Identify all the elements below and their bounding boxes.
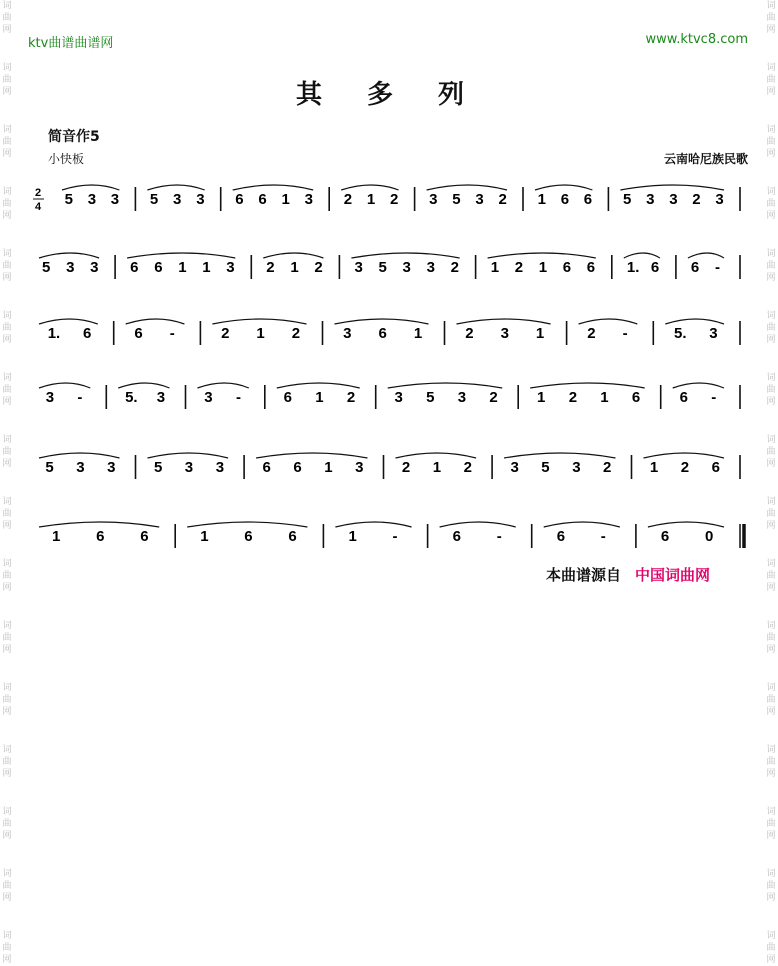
- slur: [39, 383, 90, 388]
- watermark-glyph: 曲: [766, 881, 776, 891]
- note: 1.: [626, 259, 640, 276]
- score-row: [62, 185, 740, 211]
- note: 6: [244, 528, 253, 545]
- note: 5: [378, 259, 387, 276]
- note: 5: [452, 191, 461, 208]
- slur: [187, 522, 307, 527]
- watermark-glyph: 曲: [2, 943, 12, 953]
- slur: [263, 253, 323, 258]
- note: 6: [631, 389, 641, 406]
- watermark-glyph: 曲: [766, 819, 776, 829]
- slur: [535, 185, 592, 190]
- watermark-glyph: 网: [766, 521, 776, 531]
- note: 1: [348, 528, 357, 545]
- watermark-glyph: 曲: [766, 137, 776, 147]
- note: 3: [429, 191, 438, 208]
- watermark-glyph: 词: [766, 869, 776, 879]
- watermark-glyph: 词: [2, 745, 12, 755]
- source-credit: [546, 564, 710, 585]
- note: 3: [475, 191, 484, 208]
- note: 5: [426, 389, 435, 406]
- watermark-glyph: 网: [766, 707, 776, 717]
- watermark-glyph: 词: [2, 807, 12, 817]
- score-row: [39, 522, 744, 548]
- note: 2: [314, 259, 323, 276]
- note: 6: [283, 389, 292, 406]
- watermark-glyph: 曲: [2, 571, 12, 581]
- watermark-glyph: 词: [766, 373, 776, 383]
- watermark-glyph: 网: [766, 645, 776, 655]
- slur: [457, 319, 551, 324]
- dash-note: -: [600, 528, 606, 545]
- note: 3: [715, 191, 724, 208]
- slur: [341, 185, 398, 190]
- watermark-glyph: 网: [2, 831, 12, 841]
- watermark-glyph: 网: [2, 149, 12, 159]
- note: 3: [646, 191, 655, 208]
- note: 1: [490, 259, 500, 276]
- watermark-glyph: 曲: [766, 633, 776, 643]
- note: 6: [690, 259, 700, 276]
- slur: [233, 185, 314, 190]
- note: 3: [173, 191, 182, 208]
- note: 6: [140, 528, 149, 545]
- slur: [126, 319, 185, 324]
- note: 1: [315, 389, 324, 406]
- note: 2: [680, 459, 690, 476]
- note: 6: [235, 191, 244, 208]
- note: 3: [184, 459, 194, 476]
- note: 3: [510, 459, 519, 476]
- note: 3: [87, 191, 97, 208]
- note: 3: [90, 259, 99, 276]
- dash-note: -: [622, 325, 628, 342]
- slur: [39, 319, 98, 324]
- note: 3: [343, 325, 352, 342]
- note: 2: [568, 389, 578, 406]
- watermark-glyph: 词: [2, 125, 12, 135]
- watermark-glyph: 网: [2, 521, 12, 531]
- note: 2: [346, 389, 356, 406]
- site-name-left: ktv曲谱曲谱网: [28, 36, 114, 51]
- note: 1: [290, 259, 299, 276]
- watermark-glyph: 网: [766, 583, 776, 593]
- score-row: [39, 319, 740, 345]
- watermark-glyph: 曲: [2, 13, 12, 23]
- watermark-glyph: 词: [2, 683, 12, 693]
- watermark-glyph: 曲: [2, 385, 12, 395]
- watermark-glyph: 词: [2, 497, 12, 507]
- note: 3: [709, 325, 718, 342]
- watermark-glyph: 曲: [2, 509, 12, 519]
- note: 1: [178, 259, 187, 276]
- note: 1: [52, 528, 61, 545]
- note: 5: [623, 191, 632, 208]
- slur: [624, 253, 660, 258]
- note: 1: [366, 191, 376, 208]
- watermark-glyph: 词: [766, 249, 776, 259]
- watermark-glyph: 曲: [766, 695, 776, 705]
- watermark-glyph: 网: [2, 273, 12, 283]
- slur: [504, 453, 615, 458]
- note: 3: [426, 259, 435, 276]
- note: 2: [401, 459, 411, 476]
- slur: [665, 319, 724, 324]
- note: 3: [304, 191, 313, 208]
- watermark-glyph: 词: [766, 621, 776, 631]
- site-url-right: www.ktvc8.com: [645, 32, 748, 47]
- note: 3: [669, 191, 678, 208]
- note: 1: [600, 389, 609, 406]
- slur: [396, 453, 477, 458]
- note: 6: [650, 259, 660, 276]
- watermark-glyph: 词: [2, 1, 12, 11]
- watermark-glyph: 网: [766, 397, 776, 407]
- note: 0: [705, 528, 714, 545]
- note: 6: [556, 528, 566, 545]
- note: 3: [156, 389, 166, 406]
- watermark-glyph: 网: [2, 707, 12, 717]
- slur: [688, 253, 724, 258]
- watermark-glyph: 网: [766, 25, 776, 35]
- time-signature: [33, 187, 44, 213]
- watermark-glyph: 网: [766, 273, 776, 283]
- watermark-glyph: 词: [766, 559, 776, 569]
- watermark-glyph: 词: [766, 931, 776, 941]
- watermark-glyph: 曲: [766, 757, 776, 767]
- source-site-link[interactable]: 中国词曲网: [635, 566, 711, 584]
- note: 1: [649, 459, 659, 476]
- watermark-glyph: 网: [2, 955, 12, 965]
- tempo-marking: 小快板: [48, 152, 85, 166]
- note: 5: [64, 191, 73, 208]
- note: 6: [660, 528, 670, 545]
- watermark-glyph: 词: [766, 497, 776, 507]
- key-signature: 简音作5: [48, 129, 100, 145]
- watermark-glyph: 曲: [766, 447, 776, 457]
- slur: [147, 185, 204, 190]
- slur: [118, 383, 169, 388]
- watermark-glyph: 网: [766, 335, 776, 345]
- note: 1: [256, 325, 265, 342]
- watermark-glyph: 网: [766, 149, 776, 159]
- watermark-glyph: 网: [766, 955, 776, 965]
- watermark-glyph: 曲: [2, 633, 12, 643]
- watermark-glyph: 曲: [2, 881, 12, 891]
- slur: [644, 453, 725, 458]
- note: 2: [603, 459, 612, 476]
- note: 3: [572, 459, 581, 476]
- watermark-glyph: 词: [766, 807, 776, 817]
- watermark-glyph: 曲: [766, 509, 776, 519]
- dash-note: -: [236, 389, 241, 406]
- note: 3: [196, 191, 205, 208]
- note: 1: [538, 259, 548, 276]
- note: 3: [500, 325, 509, 342]
- note: 6: [262, 459, 271, 476]
- watermark-glyph: 网: [2, 25, 12, 35]
- score-title: 其 多 列: [295, 80, 483, 110]
- watermark-glyph: 网: [2, 397, 12, 407]
- watermark-glyph: 网: [2, 645, 12, 655]
- note: 2: [266, 259, 275, 276]
- note: 1: [535, 325, 545, 342]
- note: 2: [587, 325, 596, 342]
- source-label: 本曲谱源自: [546, 566, 622, 584]
- watermark-glyph: 词: [2, 63, 12, 73]
- watermark-glyph: 曲: [2, 695, 12, 705]
- note: 1: [324, 459, 333, 476]
- slur: [620, 185, 724, 190]
- note: 6: [83, 325, 92, 342]
- slur: [148, 453, 229, 458]
- slur: [427, 185, 507, 190]
- note: 5.: [674, 325, 687, 342]
- watermark-glyph: 词: [766, 683, 776, 693]
- watermark-glyph: 曲: [766, 261, 776, 271]
- slur: [579, 319, 638, 324]
- slur: [335, 522, 411, 527]
- slur: [648, 522, 724, 527]
- watermark-glyph: 网: [766, 769, 776, 779]
- watermark-glyph: 网: [766, 211, 776, 221]
- note: 3: [66, 259, 75, 276]
- watermark-glyph: 曲: [2, 75, 12, 85]
- note: 1: [537, 389, 546, 406]
- slur: [127, 253, 235, 258]
- note: 2: [489, 389, 498, 406]
- score-row: [39, 253, 740, 279]
- watermark-glyph: 网: [2, 769, 12, 779]
- score-row: [39, 453, 740, 479]
- watermark-glyph: 网: [2, 893, 12, 903]
- note: 2: [514, 259, 524, 276]
- note: 2: [291, 325, 301, 342]
- watermark-glyph: 曲: [766, 943, 776, 953]
- note: 3: [107, 459, 116, 476]
- dash-note: -: [77, 389, 83, 406]
- watermark-glyph: 词: [2, 621, 12, 631]
- note: 1: [281, 191, 290, 208]
- watermark-glyph: 曲: [2, 199, 12, 209]
- time-signature-top: 2: [35, 187, 42, 199]
- watermark-glyph: 词: [766, 745, 776, 755]
- note: 1: [200, 528, 209, 545]
- watermark-glyph: 曲: [766, 385, 776, 395]
- note: 3: [402, 259, 411, 276]
- watermark-glyph: 曲: [2, 261, 12, 271]
- slur: [351, 253, 459, 258]
- note: 6: [679, 389, 688, 406]
- note: 3: [394, 389, 403, 406]
- note: 6: [452, 528, 461, 545]
- watermark-glyph: 词: [2, 869, 12, 879]
- watermark-glyph: 网: [2, 459, 12, 469]
- watermark-glyph: 词: [2, 559, 12, 569]
- slur: [277, 383, 360, 388]
- slur: [39, 522, 159, 527]
- watermark-glyph: 词: [766, 435, 776, 445]
- note: 6: [711, 459, 720, 476]
- note: 6: [586, 259, 596, 276]
- watermark-glyph: 曲: [766, 13, 776, 23]
- time-signature-bottom: 4: [35, 201, 42, 213]
- note: 3: [45, 389, 55, 406]
- watermark-glyph: 网: [766, 459, 776, 469]
- watermark-glyph: 曲: [766, 323, 776, 333]
- note: 5: [541, 459, 550, 476]
- note: 6: [378, 325, 387, 342]
- watermark-glyph: 网: [2, 583, 12, 593]
- watermark-glyph: 网: [766, 87, 776, 97]
- watermark-glyph: 网: [766, 831, 776, 841]
- note: 1: [537, 191, 546, 208]
- note: 5: [154, 459, 163, 476]
- slur: [39, 253, 99, 258]
- note: 5.: [125, 389, 138, 406]
- slur: [335, 319, 429, 324]
- note: 3: [354, 259, 363, 276]
- watermark-glyph: 曲: [2, 447, 12, 457]
- note: 1: [202, 259, 211, 276]
- note: 3: [204, 389, 213, 406]
- slur: [440, 522, 516, 527]
- note: 2: [450, 259, 459, 276]
- note: 6: [130, 259, 139, 276]
- note: 1.: [47, 325, 61, 342]
- note: 6: [288, 528, 297, 545]
- dash-note: -: [496, 528, 502, 545]
- slur: [388, 383, 503, 388]
- watermark-glyph: 词: [766, 311, 776, 321]
- note: 3: [457, 389, 467, 406]
- dash-note: -: [715, 259, 720, 276]
- note: 2: [343, 191, 353, 208]
- watermark-glyph: 词: [766, 125, 776, 135]
- watermark-glyph: 词: [2, 311, 12, 321]
- watermark-glyph: 词: [2, 249, 12, 259]
- watermark-glyph: 曲: [2, 137, 12, 147]
- slur: [544, 522, 620, 527]
- note: 1: [432, 459, 442, 476]
- note: 5: [45, 459, 54, 476]
- note: 6: [562, 259, 572, 276]
- note: 6: [96, 528, 105, 545]
- slur: [256, 453, 367, 458]
- watermark-glyph: 曲: [766, 199, 776, 209]
- watermark-glyph: 词: [2, 373, 12, 383]
- watermark-glyph: 词: [2, 187, 12, 197]
- watermark-glyph: 网: [766, 893, 776, 903]
- note: 6: [560, 191, 570, 208]
- slur: [39, 453, 120, 458]
- watermark-glyph: 曲: [766, 75, 776, 85]
- note: 3: [76, 459, 85, 476]
- dash-note: -: [711, 389, 717, 406]
- slur: [530, 383, 645, 388]
- note: 3: [110, 191, 120, 208]
- dash-note: -: [392, 528, 398, 545]
- song-origin: 云南哈尼族民歌: [663, 152, 748, 166]
- watermark-glyph: 词: [2, 931, 12, 941]
- watermark-glyph: 网: [2, 211, 12, 221]
- watermark-glyph: 词: [766, 63, 776, 73]
- note: 5: [42, 259, 51, 276]
- note: 2: [221, 325, 230, 342]
- note: 6: [134, 325, 143, 342]
- note: 6: [293, 459, 302, 476]
- note: 2: [463, 459, 472, 476]
- watermark-glyph: 曲: [2, 819, 12, 829]
- dash-note: -: [169, 325, 175, 342]
- note: 2: [692, 191, 701, 208]
- slur: [198, 383, 249, 388]
- watermark-glyph: 网: [2, 335, 12, 345]
- note: 1: [413, 325, 423, 342]
- note: 2: [390, 191, 399, 208]
- watermark-glyph: 曲: [766, 571, 776, 581]
- watermark-glyph: 曲: [2, 757, 12, 767]
- watermark-glyph: 词: [2, 435, 12, 445]
- watermark-glyph: 词: [766, 187, 776, 197]
- note: 3: [355, 459, 364, 476]
- slur: [488, 253, 596, 258]
- slur: [62, 185, 119, 190]
- watermark-glyph: 词: [766, 1, 776, 11]
- slur: [673, 383, 724, 388]
- note: 2: [498, 191, 507, 208]
- score-row: [39, 383, 740, 409]
- watermark-glyph: 网: [2, 87, 12, 97]
- note: 3: [226, 259, 235, 276]
- note: 5: [149, 191, 159, 208]
- note: 6: [154, 259, 163, 276]
- slur: [212, 319, 306, 324]
- note: 3: [215, 459, 225, 476]
- note: 6: [258, 191, 267, 208]
- note: 2: [465, 325, 474, 342]
- watermark-glyph: 曲: [2, 323, 12, 333]
- note: 6: [583, 191, 593, 208]
